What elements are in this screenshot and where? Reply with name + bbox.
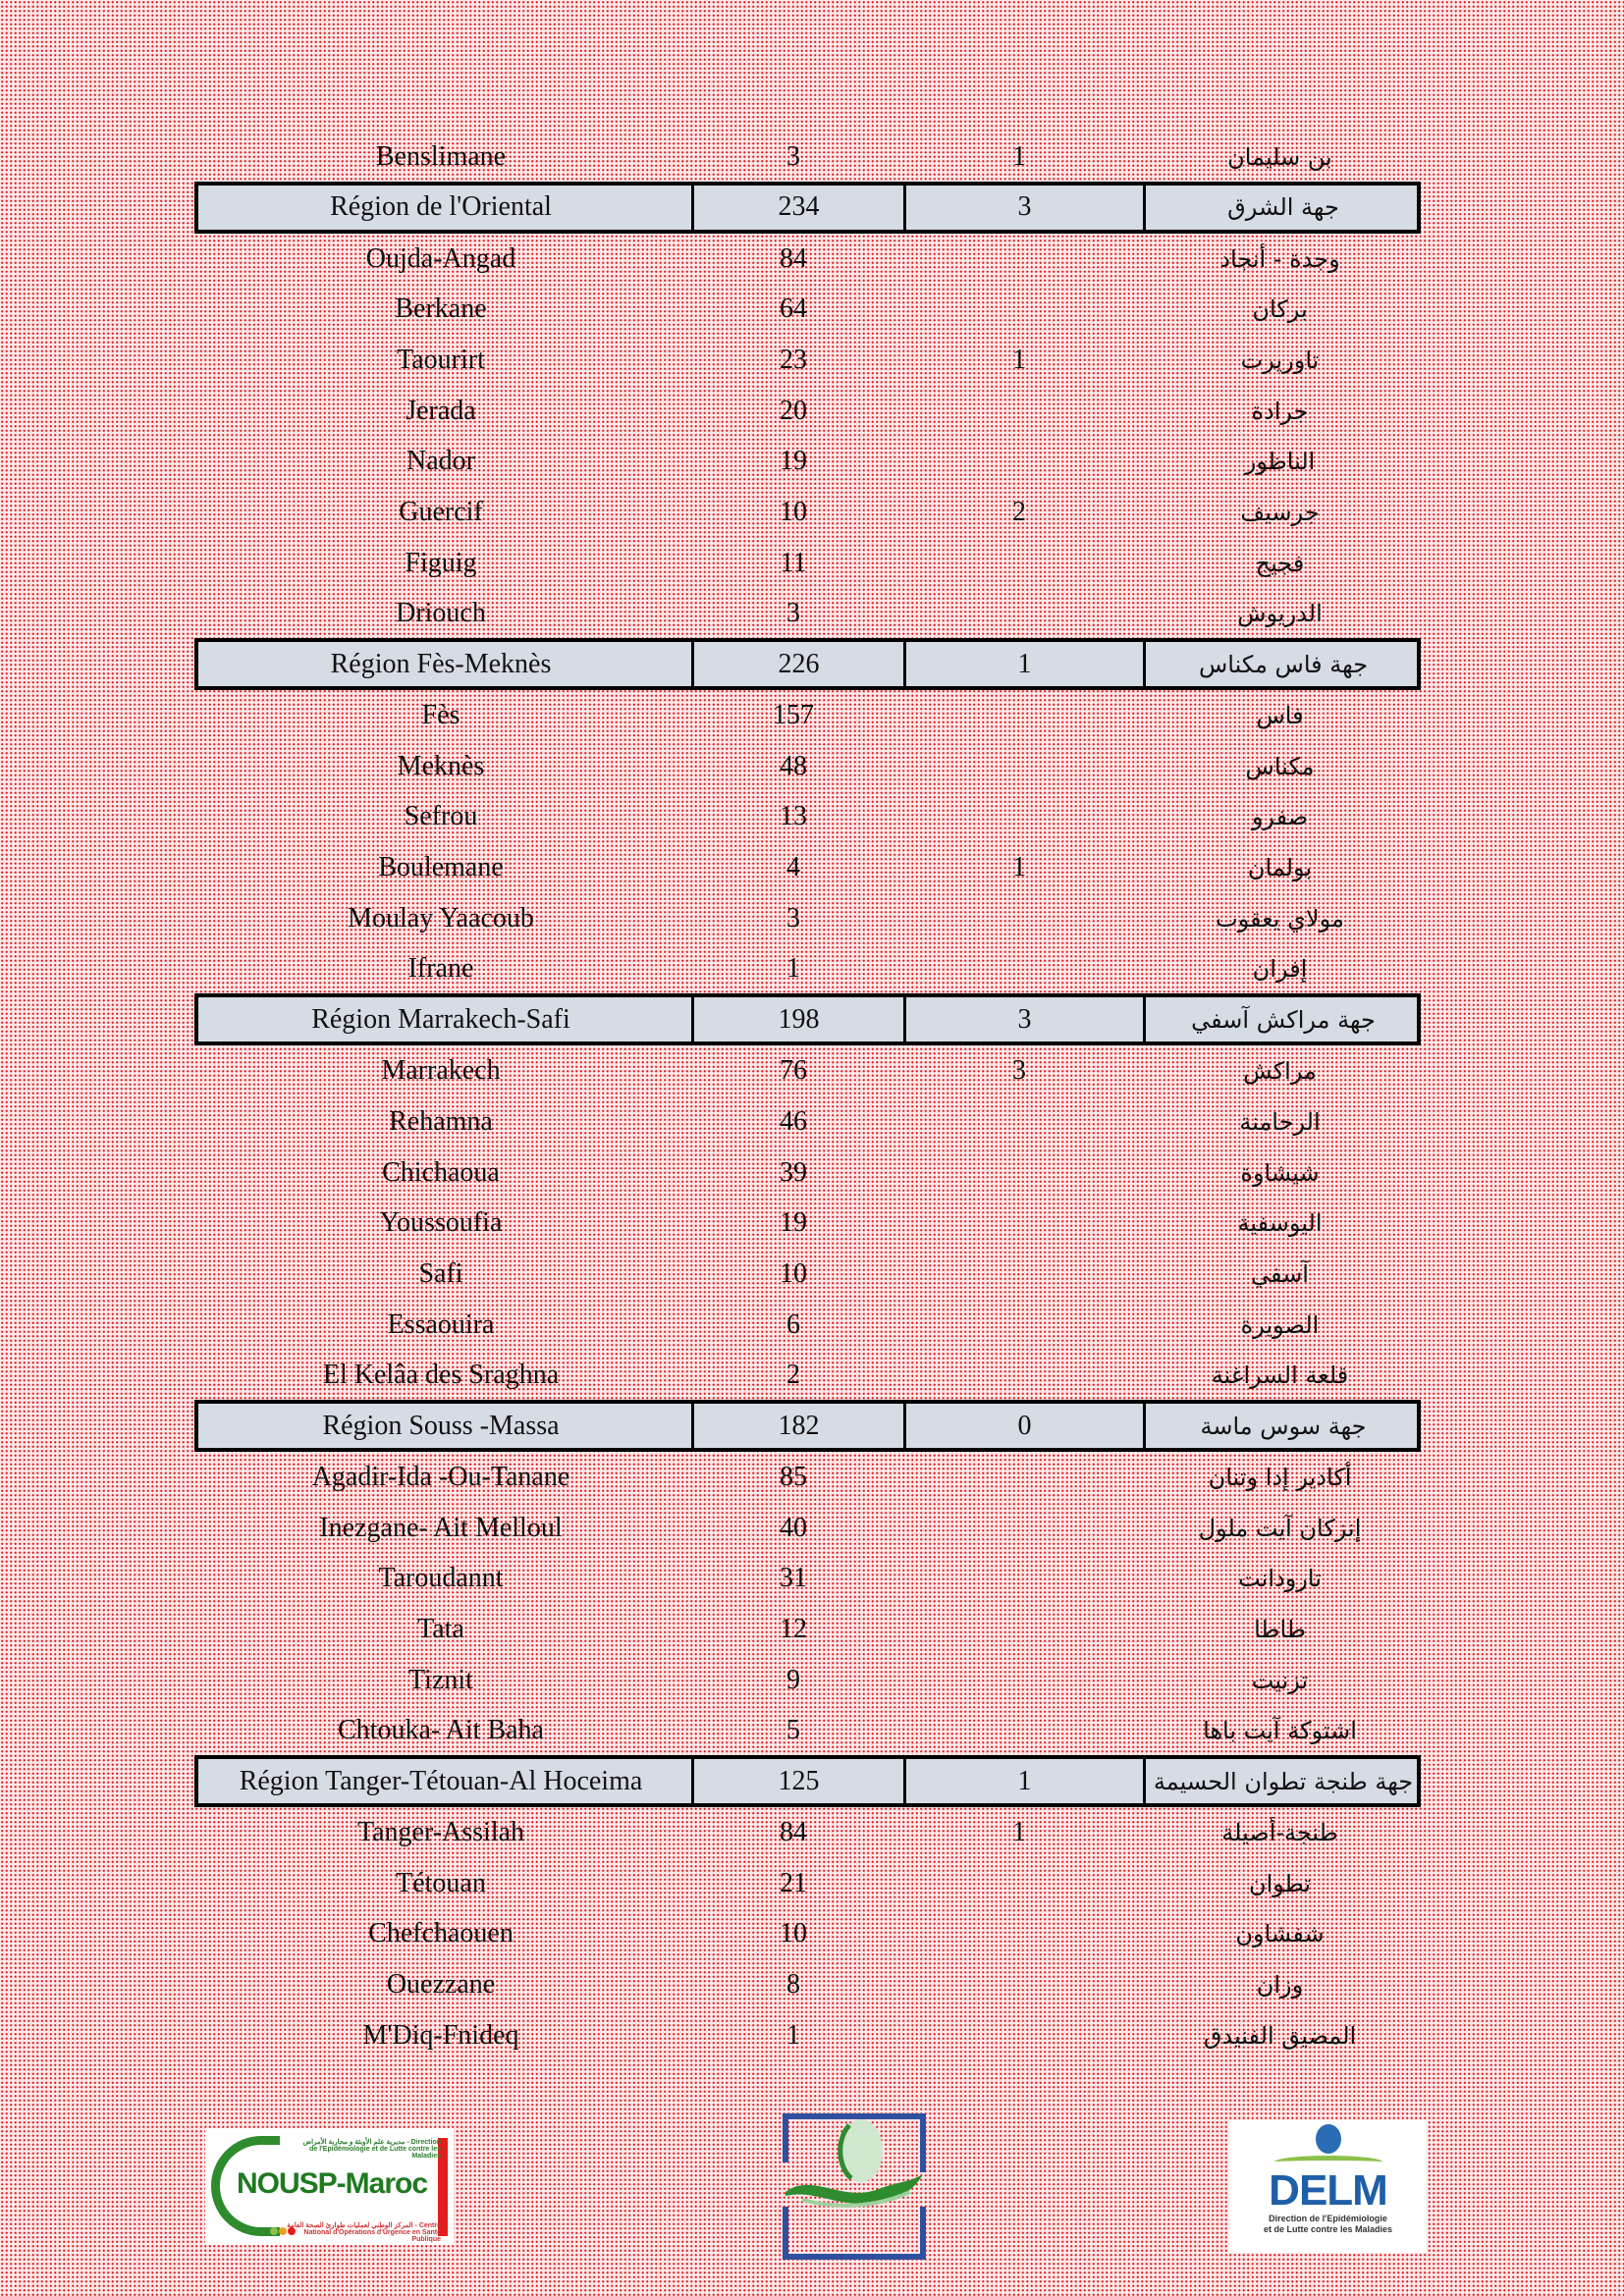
name-ar: طنجة-أصيلة [1221,1819,1338,1847]
name-fr: Moulay Yaacoub [348,902,534,934]
name-fr: Fès [421,700,460,731]
deaths-count [899,1096,1139,1148]
cases-count: 11 [780,547,807,578]
name-fr: Boulemane [378,852,504,883]
cases-count: 76 [780,1055,807,1087]
name-ar: جهة الشرق [1143,182,1421,234]
deaths-count: 2 [1012,496,1026,527]
cases-count: 19 [780,1207,807,1239]
cases-count: 157 [773,700,814,731]
name-fr: Benslimane [375,140,507,172]
deaths-count [899,1706,1139,1757]
name-ar: مولاي يعقوب [1216,904,1344,933]
delm-subtitle-2: et de Lutte contre les Maladies [1263,2224,1393,2234]
name-ar: بولمان [1247,854,1313,882]
name-fr: Agadir-Ida -Ou-Tanane [311,1461,570,1492]
name-ar: طاطا [1254,1616,1306,1644]
name-fr: Chtouka- Ait Baha [338,1715,544,1746]
name-ar: جهة سوس ماسة [1143,1400,1421,1452]
cases-count: 84 [780,242,807,274]
district-row [194,1604,1421,1655]
cases-table [194,132,1421,2061]
name-ar: تاوريرت [1240,346,1320,374]
name-fr: Taroudannt [378,1563,504,1594]
name-fr: Berkane [395,294,487,325]
deaths-count [899,690,1139,741]
nousp-name: NOUSP-Maroc [237,2167,428,2200]
district-row [194,1706,1421,1757]
name-fr: Chefchaouen [368,1918,514,1949]
deaths-count: 0 [903,1400,1143,1452]
deaths-count [899,436,1139,487]
cases-count: 1 [786,2019,800,2051]
deaths-count: 3 [1012,1055,1026,1087]
deaths-count [899,893,1139,944]
district-row [194,1198,1421,1249]
cases-count: 12 [780,1614,807,1645]
cases-count: 2 [786,1360,800,1391]
cases-count: 3 [786,902,800,934]
name-ar: جهة مراكش آسفي [1143,993,1421,1045]
name-fr: Région Marrakech-Safi [311,1003,570,1035]
deaths-count: 3 [903,993,1143,1045]
name-fr: Tanger-Assilah [356,1817,525,1848]
name-fr: Jerada [406,395,476,426]
region-row [194,1755,1421,1807]
deaths-count: 1 [1012,1817,1026,1848]
name-ar: اشتوكة آيت باها [1203,1717,1357,1745]
name-ar: قلعة السراغنة [1211,1362,1349,1390]
deaths-count [899,1858,1139,1909]
deaths-count [899,1604,1139,1655]
cases-count: 10 [780,1257,807,1289]
name-ar: بركان [1252,295,1308,324]
deaths-count [899,234,1139,285]
deaths-count [899,538,1139,589]
cases-count: 10 [780,496,807,527]
name-fr: Tata [417,1614,464,1645]
deaths-count: 1 [1012,140,1026,172]
name-ar: جرادة [1251,397,1309,425]
name-fr: Oujda-Angad [365,242,516,274]
cases-count: 19 [780,446,807,477]
name-ar: تزنيت [1251,1666,1309,1694]
district-row [194,589,1421,640]
name-fr: Taourirt [397,344,485,375]
deaths-count [899,1148,1139,1199]
name-fr: Ifrane [407,953,474,985]
district-row [194,842,1421,893]
name-ar: شفشاون [1235,1920,1325,1949]
district-row [194,386,1421,437]
name-fr: Guercif [399,496,483,527]
name-ar: جهة طنجة تطوان الحسيمة [1143,1755,1421,1807]
name-ar: إنزكان آيت ملول [1198,1514,1362,1542]
cases-count: 5 [786,1715,800,1746]
deaths-count [899,741,1139,792]
cases-count: 40 [780,1512,807,1543]
cases-count: 48 [780,750,807,781]
name-ar: فاس [1256,702,1304,730]
district-row [194,487,1421,538]
deaths-count [899,1350,1139,1401]
name-ar: بن سليمان [1227,142,1332,171]
cases-count: 8 [786,1969,800,2001]
cases-count: 198 [691,993,903,1045]
name-fr: Région Tanger-Tétouan-Al Hoceima [239,1765,643,1796]
district-row [194,1807,1421,1858]
cases-count: 10 [780,1918,807,1949]
name-ar: الدريوش [1237,600,1323,628]
region-row [194,182,1421,234]
name-fr: Youssoufia [379,1207,503,1239]
district-row [194,284,1421,335]
cases-count: 4 [786,852,800,883]
region-row [194,993,1421,1045]
district-row [194,944,1421,995]
cases-count: 3 [786,598,800,629]
cases-count: 23 [780,344,807,375]
district-row [194,792,1421,843]
district-row [194,1655,1421,1706]
deaths-count [899,589,1139,640]
name-fr: Nador [406,446,475,477]
district-row [194,1503,1421,1554]
cases-count: 125 [691,1755,903,1807]
name-fr: Figuig [405,547,477,578]
name-fr: Région Souss -Massa [322,1410,560,1441]
cases-count: 182 [691,1400,903,1452]
name-fr: Essaouira [387,1308,495,1340]
cases-count: 31 [780,1563,807,1594]
deaths-count [899,386,1139,437]
name-fr: Tiznit [408,1664,473,1695]
region-row [194,638,1421,690]
name-fr: Marrakech [381,1055,501,1087]
deaths-count [899,792,1139,843]
deaths-count: 3 [903,182,1143,234]
name-ar: اليوسفية [1237,1209,1323,1238]
cases-count: 46 [780,1105,807,1137]
deaths-count [899,1959,1139,2010]
district-row [194,538,1421,589]
nousp-top-text: مديرية علم الأوبئة و محاربة الأمراض - Direction de l'Epidémiologie et de Lutte contre les Maladies [302,2139,441,2160]
name-ar: الرحامنة [1239,1107,1321,1136]
district-row [194,893,1421,944]
cases-count: 85 [780,1461,807,1492]
name-fr: Sefrou [404,801,478,832]
district-row [194,1148,1421,1199]
nousp-maroc-logo [205,2128,454,2245]
name-ar: الناظور [1244,448,1316,476]
cases-count: 1 [786,953,800,985]
district-row [194,1350,1421,1401]
district-row [194,132,1421,183]
name-fr: Région de l'Oriental [330,191,552,223]
district-row [194,690,1421,741]
district-row [194,1249,1421,1300]
deaths-count: 1 [1012,344,1026,375]
name-ar: المضيق الفنيدق [1203,2021,1357,2050]
delm-name: DELM [1269,2166,1387,2215]
name-ar: جهة فاس مكناس [1143,638,1421,690]
delm-logo [1229,2120,1427,2253]
district-row [194,1959,1421,2010]
district-row [194,1045,1421,1096]
district-row [194,335,1421,386]
name-ar: آسفي [1251,1259,1309,1288]
name-ar: شيشاوة [1240,1158,1320,1187]
district-row [194,2010,1421,2061]
name-fr: Driouch [396,598,486,629]
cases-count: 21 [780,1867,807,1898]
name-ar: وزان [1256,1971,1304,2000]
district-row [194,1096,1421,1148]
cases-count: 13 [780,801,807,832]
nousp-bottom-text: المركز الوطني لعمليات طوارئ الصحة العامة - Centre National d'Opérations d'Urgence en Santé Publique [287,2222,441,2243]
delm-subtitle-1: Direction de l'Epidémiologie [1269,2214,1387,2223]
deaths-count [899,1554,1139,1605]
district-row [194,1858,1421,1909]
cases-count: 39 [780,1156,807,1188]
name-fr: Région Fès-Meknès [330,648,552,679]
name-ar: وجدة - أنجاد [1219,244,1340,273]
deaths-count [899,1909,1139,1960]
name-ar: الصويرة [1240,1310,1320,1339]
name-ar: تطوان [1248,1869,1312,1897]
district-row [194,234,1421,285]
region-row [194,1400,1421,1452]
name-ar: جرسيف [1240,498,1320,526]
cases-count: 64 [780,294,807,325]
district-row [194,1909,1421,1960]
cases-count: 20 [780,395,807,426]
deaths-count: 1 [903,1755,1143,1807]
name-fr: M'Diq-Fnideq [362,2019,519,2051]
deaths-count [899,1655,1139,1706]
name-fr: El Kelâa des Sraghna [322,1360,560,1391]
name-fr: Meknès [397,750,485,781]
cases-count: 3 [786,140,800,172]
name-ar: صفرو [1251,803,1309,831]
name-fr: Inezgane- Ait Melloul [319,1512,563,1543]
district-row [194,1554,1421,1605]
deaths-count: 1 [1012,852,1026,883]
deaths-count: 1 [903,638,1143,690]
name-ar: مراكش [1243,1057,1317,1086]
cases-count: 84 [780,1817,807,1848]
name-ar: أكادير إدا وتنان [1208,1463,1352,1491]
name-ar: مكناس [1245,752,1315,780]
ministry-health-logo [783,2113,926,2260]
district-row [194,1300,1421,1351]
deaths-count [899,944,1139,995]
name-ar: إفران [1252,955,1308,984]
cases-count: 226 [691,638,903,690]
name-fr: Rehamna [389,1105,493,1137]
name-ar: تارودانت [1238,1565,1322,1593]
district-row [194,1452,1421,1503]
deaths-count [899,1503,1139,1554]
cases-count: 234 [691,182,903,234]
name-fr: Tétouan [396,1867,486,1898]
district-row [194,741,1421,792]
cases-count: 9 [786,1664,800,1695]
name-fr: Safi [418,1257,463,1289]
deaths-count [899,2010,1139,2061]
deaths-count [899,1198,1139,1249]
deaths-count [899,1452,1139,1503]
deaths-count [899,1249,1139,1300]
cases-count: 6 [786,1308,800,1340]
district-row [194,436,1421,487]
name-fr: Ouezzane [386,1969,496,2001]
deaths-count [899,1300,1139,1351]
name-fr: Chichaoua [382,1156,500,1188]
deaths-count [899,284,1139,335]
name-ar: فجيج [1255,549,1305,577]
